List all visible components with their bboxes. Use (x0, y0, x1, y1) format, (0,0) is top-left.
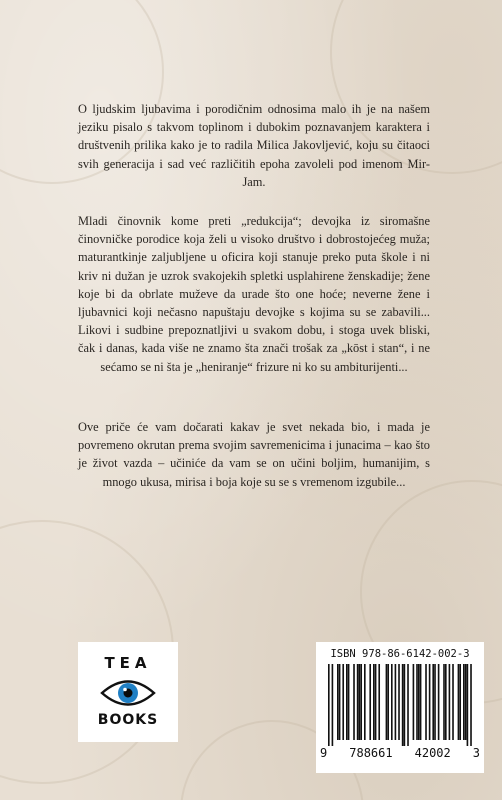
barcode-bar (467, 664, 469, 746)
isbn-barcode (316, 642, 484, 773)
barcode-bar (452, 664, 454, 740)
barcode-bar (373, 664, 375, 740)
barcode-bar (413, 664, 415, 740)
barcode-bar (429, 664, 431, 740)
barcode-digits-right: 42002 (414, 746, 451, 760)
barcode-bar (407, 664, 409, 746)
blurb-paragraph-1: O ljudskim ljubavima i porodičnim odnosima malo ih je na našem jeziku pisalo s takvom toplinom i dubokim poznavanjem karaktera i društvenih prilika kako je to radila Milica Jakovljević, koju su čitaoci svih generacija i sad već različitih epoha zavoleli pod imenom Mir-Jam. (78, 102, 430, 189)
barcode-digits (320, 746, 480, 760)
barcode-bar (357, 664, 359, 740)
barcode-bar (418, 664, 420, 740)
barcode-bar (438, 664, 440, 740)
barcode-bar (420, 664, 422, 740)
logo-text-tea: TEA (104, 654, 152, 672)
logo-text-books: BOOKS (97, 712, 159, 728)
barcode-bar (391, 664, 393, 740)
barcode-bar (369, 664, 371, 740)
barcode-bar (353, 664, 355, 740)
barcode-bar (425, 664, 427, 740)
barcode-bar (339, 664, 341, 740)
blurb-paragraph-2: Mladi činovnik kome preti „redukcija“; devojka iz siromašne činovničke porodice koja želi u visoko društvo i dobrostojećeg muža; maturantkinje zaljubljene u oficira koji stanuje preko puta škole i ni kriv ni dužan je uzrok svakojekih spletki usplahirene ženskadije; žene koje bi da obrlate muževe da urade što one hoće; neverne žene i ljubavnici koji nečasno napuštaju devojke s kojima su se zabavili... Likovi i sudbine prepoznatljivi u svakom dobu, i stoga uvek bliski, čak i danas, kada više ne znamo šta znači trošak za „kōst i stan“, i ne sećamo se ni šta je „heniranje“ frizure ni ko su ambiturijenti... (78, 214, 430, 374)
barcode-bar (359, 664, 361, 740)
blurb-paragraph-3: Ove priče će vam dočarati kakav je svet nekada bio, i mada je povremeno okrutan prema svojim savremenicima i junacima – kao što je život vazda – učiniće da vam se on učini boljim, humanijim, s mnogo ukusa, mirisa i boja koje su se s vremenom izgubile... (78, 420, 430, 489)
barcode-bar (458, 664, 460, 740)
barcode-bar (470, 664, 472, 746)
barcode-bar (378, 664, 380, 740)
barcode-bar (416, 664, 418, 740)
barcode-bar (337, 664, 339, 740)
barcode-bar (463, 664, 465, 740)
barcode-bar (395, 664, 397, 740)
barcode-bar (346, 664, 348, 740)
isbn-label: ISBN 978-86-6142-002-3 (330, 648, 470, 660)
barcode-bars (328, 664, 472, 746)
barcode-bar (459, 664, 461, 740)
barcode-digits-left: 788661 (349, 746, 393, 760)
barcode-bar (445, 664, 447, 740)
barcode-bar (449, 664, 451, 740)
barcode-bar (404, 664, 406, 746)
barcode-digit-check: 3 (472, 746, 480, 760)
barcode-bar (465, 664, 467, 740)
barcode-bar (328, 664, 330, 746)
barcode-bar (342, 664, 344, 740)
barcode-digit-first: 9 (320, 746, 328, 760)
barcode-bar (386, 664, 388, 740)
barcode-bar (332, 664, 334, 746)
barcode-bar (398, 664, 400, 740)
barcode-bar (348, 664, 350, 740)
barcode-bar (432, 664, 434, 740)
barcode-bar (375, 664, 377, 740)
barcode-bar (360, 664, 362, 740)
barcode-bar (402, 664, 404, 746)
barcode-bar (434, 664, 436, 740)
barcode-bar (443, 664, 445, 740)
publisher-logo (78, 642, 178, 742)
barcode-bar (387, 664, 389, 740)
eye-icon (100, 676, 156, 710)
barcode-bar (364, 664, 366, 740)
